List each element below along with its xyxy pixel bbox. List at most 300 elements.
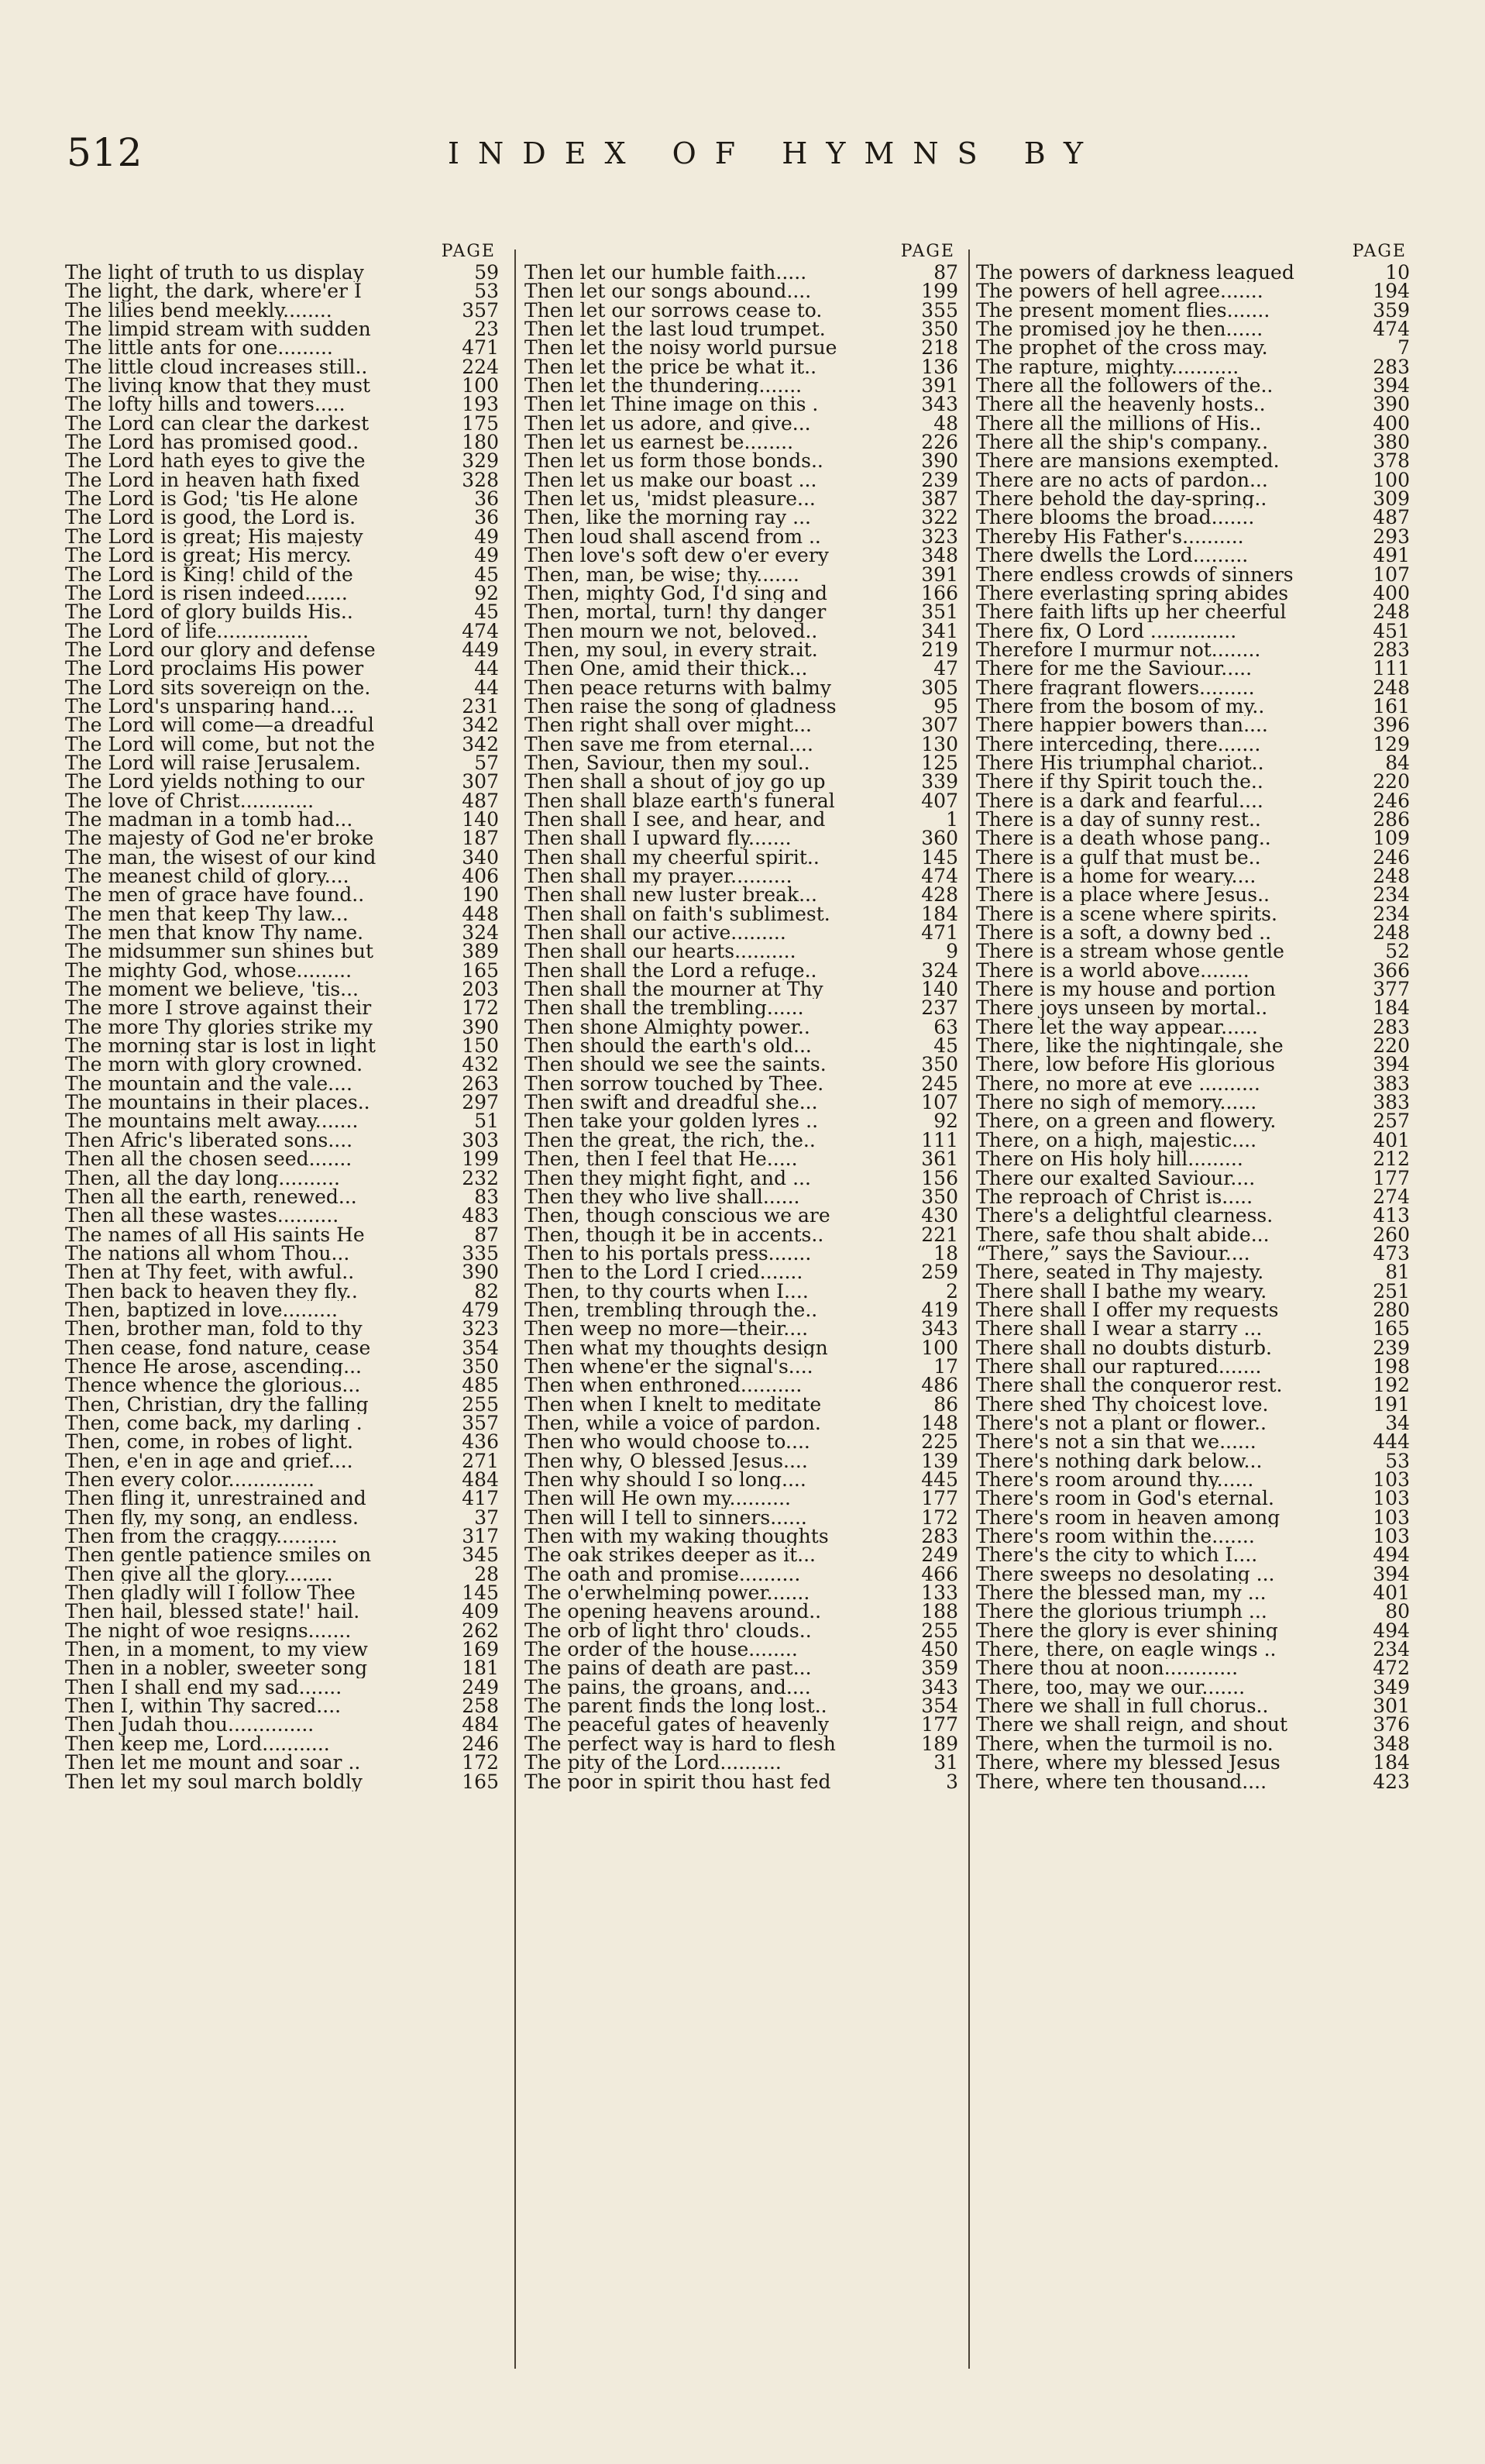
first-line-text: There is a stream whose gentle bbox=[976, 942, 1284, 962]
page-ref: 111 bbox=[1373, 659, 1410, 679]
first-line-text: There shall no doubts disturb. bbox=[976, 1338, 1272, 1358]
page-ref: 80 bbox=[1385, 1602, 1410, 1622]
first-line-text: There, when the turmoil is no. bbox=[976, 1734, 1274, 1754]
index-entry bbox=[65, 1773, 499, 1791]
page-ref: 430 bbox=[921, 1206, 958, 1226]
first-line-text: Then right shall over might... bbox=[524, 716, 812, 735]
first-line-text: Then sorrow touched by Thee. bbox=[524, 1074, 824, 1094]
page-ref: 219 bbox=[921, 640, 958, 660]
index-entry bbox=[976, 679, 1410, 697]
index-entry bbox=[976, 641, 1410, 659]
first-line-text: Then who would choose to.... bbox=[524, 1433, 810, 1452]
page-ref: 423 bbox=[1373, 1772, 1410, 1791]
page-ref: 129 bbox=[1373, 735, 1410, 754]
index-entry bbox=[976, 980, 1410, 999]
page-ref: 378 bbox=[1373, 452, 1410, 471]
first-line-text: Then why, O blessed Jesus.... bbox=[524, 1451, 808, 1471]
first-line-text: There is a place where Jesus.. bbox=[976, 886, 1270, 905]
page-ref: 274 bbox=[1373, 1187, 1410, 1207]
page-ref: 175 bbox=[462, 414, 499, 434]
index-entry bbox=[524, 566, 958, 584]
page-ref: 180 bbox=[462, 433, 499, 453]
page-ref: 31 bbox=[933, 1753, 958, 1773]
first-line-text: Then, baptized in love......... bbox=[65, 1300, 338, 1320]
page-ref: 172 bbox=[462, 999, 499, 1018]
page-ref: 198 bbox=[1373, 1357, 1410, 1377]
index-entry bbox=[524, 1395, 958, 1414]
page-ref: 451 bbox=[1373, 621, 1410, 641]
first-line-text: Then shall the Lord a refuge.. bbox=[524, 961, 817, 981]
first-line-text: There for me the Saviour..... bbox=[976, 659, 1253, 679]
index-entry bbox=[524, 1206, 958, 1225]
index-entry bbox=[524, 320, 958, 339]
first-line-text: Then, in a moment, to my view bbox=[65, 1640, 368, 1660]
first-line-text: The little cloud increases still.. bbox=[65, 357, 368, 377]
index-entry bbox=[976, 754, 1410, 773]
page-ref: 234 bbox=[1373, 886, 1410, 905]
page-ref: 2 bbox=[946, 1282, 958, 1301]
first-line-text: The Lord of life............... bbox=[65, 621, 309, 641]
first-line-text: The men that keep Thy law... bbox=[65, 904, 349, 924]
first-line-text: The prophet of the cross may. bbox=[976, 339, 1268, 358]
first-line-text: There the blessed man, my ... bbox=[976, 1584, 1267, 1603]
index-entry bbox=[65, 566, 499, 584]
first-line-text: Then shall my prayer.......... bbox=[524, 867, 792, 886]
index-entry bbox=[976, 1226, 1410, 1244]
first-line-text: The reproach of Christ is..... bbox=[976, 1187, 1253, 1207]
first-line-text: Then let me mount and soar .. bbox=[65, 1753, 361, 1773]
first-line-text: Then shall the mourner at Thy bbox=[524, 980, 823, 1000]
first-line-text: There, seated in Thy majesty. bbox=[976, 1263, 1264, 1282]
index-entry bbox=[524, 339, 958, 357]
index-entry bbox=[524, 1263, 958, 1282]
first-line-text: There shall I bathe my weary. bbox=[976, 1282, 1267, 1301]
first-line-text: The Lord will raise Jerusalem. bbox=[65, 753, 361, 773]
page-ref: 87 bbox=[933, 263, 958, 283]
first-line-text: The names of all His saints He bbox=[65, 1225, 365, 1244]
first-line-text: Then, mighty God, I'd sing and bbox=[524, 583, 827, 604]
page-ref: 391 bbox=[921, 377, 958, 396]
first-line-text: There all the heavenly hosts.. bbox=[976, 395, 1266, 415]
page-ref: 400 bbox=[1373, 414, 1410, 434]
entry-list bbox=[65, 263, 499, 1791]
page-ref: 354 bbox=[462, 1338, 499, 1358]
page-ref: 84 bbox=[1385, 753, 1410, 773]
first-line-text: The Lord our glory and defense bbox=[65, 640, 376, 660]
index-entry bbox=[524, 716, 958, 735]
page-ref: 436 bbox=[462, 1433, 499, 1452]
first-line-text: The powers of hell agree....... bbox=[976, 282, 1263, 301]
index-entry bbox=[524, 1226, 958, 1244]
page-ref: 258 bbox=[462, 1697, 499, 1716]
first-line-text: There all the followers of the.. bbox=[976, 377, 1274, 396]
page-ref: 350 bbox=[921, 1187, 958, 1207]
index-entry bbox=[524, 980, 958, 999]
index-entry bbox=[524, 1433, 958, 1451]
index-entry bbox=[65, 1282, 499, 1301]
first-line-text: The oath and promise.......... bbox=[524, 1564, 801, 1585]
page-ref: 249 bbox=[462, 1678, 499, 1698]
first-line-text: There, on a high, majestic.... bbox=[976, 1130, 1257, 1151]
index-entry bbox=[524, 1584, 958, 1602]
index-entry bbox=[524, 1509, 958, 1527]
first-line-text: There, where my blessed Jesus bbox=[976, 1753, 1280, 1773]
page-ref: 87 bbox=[474, 1225, 499, 1244]
page-ref: 391 bbox=[921, 565, 958, 584]
first-line-text: Then all the earth, renewed... bbox=[65, 1187, 357, 1207]
page-ref: 466 bbox=[921, 1564, 958, 1585]
index-entry bbox=[976, 1489, 1410, 1508]
first-line-text: Then, mortal, turn! thy danger bbox=[524, 603, 827, 622]
page-ref: 394 bbox=[1373, 1055, 1410, 1075]
page-ref: 401 bbox=[1373, 1130, 1410, 1151]
first-line-text: There on His holy hill......... bbox=[976, 1150, 1243, 1169]
page-ref: 479 bbox=[462, 1300, 499, 1320]
page-ref: 109 bbox=[1373, 829, 1410, 848]
index-entry bbox=[976, 508, 1410, 527]
first-line-text: Then, while a voice of pardon. bbox=[524, 1413, 821, 1433]
first-line-text: Then take your golden lyres .. bbox=[524, 1112, 819, 1131]
page-ref: 49 bbox=[474, 546, 499, 566]
page-ref: 57 bbox=[474, 753, 499, 773]
index-entry bbox=[524, 377, 958, 395]
first-line-text: There endless crowds of sinners bbox=[976, 565, 1294, 584]
page-ref: 255 bbox=[921, 1621, 958, 1641]
first-line-text: The promised joy he then...... bbox=[976, 320, 1263, 339]
first-line-text: Then let us form those bonds.. bbox=[524, 452, 823, 471]
first-line-text: The Lord is risen indeed....... bbox=[65, 583, 348, 604]
page-ref: 303 bbox=[462, 1130, 499, 1151]
page-ref: 283 bbox=[921, 1527, 958, 1547]
index-entry bbox=[524, 962, 958, 980]
first-line-text: The Lord's unsparing hand.... bbox=[65, 697, 355, 717]
page-ref: 361 bbox=[921, 1150, 958, 1169]
first-line-text: The present moment flies....... bbox=[976, 301, 1270, 321]
page-ref: 184 bbox=[921, 904, 958, 924]
page-ref: 100 bbox=[462, 377, 499, 396]
first-line-text: There's room within the....... bbox=[976, 1527, 1255, 1547]
first-line-text: There, low before His glorious bbox=[976, 1055, 1275, 1075]
first-line-text: Then fly, my song, an endless. bbox=[65, 1508, 359, 1528]
first-line-text: There if thy Spirit touch the.. bbox=[976, 773, 1263, 792]
page-ref: 10 bbox=[1385, 263, 1410, 283]
index-entry bbox=[524, 433, 958, 452]
first-line-text: Then I shall end my sad....... bbox=[65, 1678, 342, 1698]
first-line-text: Then, Saviour, then my soul.. bbox=[524, 753, 810, 773]
first-line-text: There is a death whose pang.. bbox=[976, 829, 1271, 848]
page-ref: 428 bbox=[921, 886, 958, 905]
page-ref: 239 bbox=[1373, 1338, 1410, 1358]
first-line-text: There no sigh of memory...... bbox=[976, 1093, 1257, 1113]
first-line-text: Then hail, blessed state!' hail. bbox=[65, 1602, 360, 1622]
first-line-text: Then from the craggy.......... bbox=[65, 1527, 338, 1547]
page-ref: 53 bbox=[1385, 1451, 1410, 1471]
page-ref: 156 bbox=[921, 1168, 958, 1188]
first-line-text: Then fling it, unrestrained and bbox=[65, 1489, 366, 1509]
first-line-text: Then in a nobler, sweeter song bbox=[65, 1659, 368, 1678]
first-line-text: There, no more at eve .......... bbox=[976, 1074, 1260, 1094]
index-entry bbox=[65, 792, 499, 810]
page-ref: 111 bbox=[921, 1130, 958, 1151]
first-line-text: Thereby His Father's.......... bbox=[976, 527, 1244, 547]
first-line-text: There we shall in full chorus.. bbox=[976, 1697, 1269, 1716]
first-line-text: Then at Thy feet, with awful.. bbox=[65, 1263, 355, 1282]
page-ref: 293 bbox=[1373, 527, 1410, 547]
page-ref: 248 bbox=[1373, 603, 1410, 622]
index-entry bbox=[65, 508, 499, 527]
first-line-text: Then, like the morning ray ... bbox=[524, 508, 811, 528]
first-line-text: Then should the earth's old... bbox=[524, 1037, 812, 1056]
index-entry bbox=[65, 716, 499, 735]
first-line-text: There shed Thy choicest love. bbox=[976, 1395, 1269, 1414]
first-line-text: Then shall on faith's sublimest. bbox=[524, 904, 830, 924]
first-line-text: Then give all the glory........ bbox=[65, 1564, 333, 1585]
index-entry bbox=[976, 546, 1410, 565]
first-line-text: The peaceful gates of heavenly bbox=[524, 1716, 830, 1735]
index-entry bbox=[65, 452, 499, 470]
page-ref: 474 bbox=[1373, 320, 1410, 339]
first-line-text: Then let the noisy world pursue bbox=[524, 339, 837, 358]
entry-list bbox=[976, 263, 1410, 1791]
first-line-text: There's not a plant or flower.. bbox=[976, 1413, 1267, 1433]
page-ref: 377 bbox=[1373, 980, 1410, 1000]
first-line-text: There are mansions exempted. bbox=[976, 452, 1280, 471]
index-entry bbox=[524, 1112, 958, 1130]
page-ref: 345 bbox=[462, 1546, 499, 1565]
page-ref: 194 bbox=[1373, 282, 1410, 301]
first-line-text: Then, man, be wise; thy....... bbox=[524, 565, 799, 584]
first-line-text: The more Thy glories strike my bbox=[65, 1017, 373, 1038]
index-entry bbox=[976, 301, 1410, 320]
page-ref: 234 bbox=[1373, 904, 1410, 924]
first-line-text: There, on a green and flowery. bbox=[976, 1112, 1277, 1131]
first-line-text: Then shall blaze earth's funeral bbox=[524, 791, 835, 810]
first-line-text: The night of woe resigns....... bbox=[65, 1621, 352, 1641]
first-line-text: The man, the wisest of our kind bbox=[65, 848, 376, 867]
page-ref: 383 bbox=[1373, 1074, 1410, 1094]
first-line-text: The opening heavens around.. bbox=[524, 1602, 822, 1622]
first-line-text: Then save me from eternal.... bbox=[524, 735, 813, 754]
index-entry bbox=[65, 1263, 499, 1282]
index-entry bbox=[524, 1169, 958, 1188]
page-column-label: PAGE bbox=[441, 242, 496, 261]
index-entry bbox=[65, 1131, 499, 1150]
page-ref: 255 bbox=[462, 1395, 499, 1414]
index-entry bbox=[976, 1188, 1410, 1206]
first-line-text: There, safe thou shalt abide... bbox=[976, 1225, 1270, 1244]
page-ref: 340 bbox=[462, 848, 499, 867]
index-entry bbox=[65, 1622, 499, 1640]
page-ref: 335 bbox=[462, 1244, 499, 1264]
first-line-text: Then to his portals press....... bbox=[524, 1244, 812, 1264]
first-line-text: The Lord sits sovereign on the. bbox=[65, 678, 371, 697]
first-line-text: Then Afric's liberated sons.... bbox=[65, 1130, 353, 1151]
index-entry bbox=[65, 1527, 499, 1546]
index-entry bbox=[65, 1753, 499, 1772]
page-ref: 44 bbox=[474, 659, 499, 679]
index-column-3 bbox=[976, 240, 1410, 1791]
page-ref: 349 bbox=[1373, 1678, 1410, 1698]
index-entry bbox=[976, 1244, 1410, 1263]
page-ref: 383 bbox=[1373, 1093, 1410, 1113]
page-ref: 387 bbox=[921, 490, 958, 509]
first-line-text: There's room in God's eternal. bbox=[976, 1489, 1274, 1509]
index-entry bbox=[976, 339, 1410, 357]
page-ref: 341 bbox=[921, 621, 958, 641]
first-line-text: There shall the conqueror rest. bbox=[976, 1376, 1283, 1395]
index-entry bbox=[976, 1055, 1410, 1074]
page-ref: 1 bbox=[946, 810, 958, 830]
index-entry bbox=[976, 1584, 1410, 1602]
first-line-text: Then to the Lord I cried....... bbox=[524, 1263, 803, 1282]
index-entry bbox=[65, 1697, 499, 1716]
first-line-text: Then let my soul march boldly bbox=[65, 1772, 363, 1791]
page-ref: 248 bbox=[1373, 924, 1410, 943]
index-entry bbox=[524, 1075, 958, 1093]
page-ref: 45 bbox=[474, 603, 499, 622]
page-ref: 485 bbox=[462, 1376, 499, 1395]
first-line-text: The morn with glory crowned. bbox=[65, 1055, 363, 1075]
page-ref: 350 bbox=[921, 320, 958, 339]
first-line-text: There happier bowers than.... bbox=[976, 716, 1268, 735]
first-line-text: The Lord will come, but not the bbox=[65, 735, 376, 754]
index-entry bbox=[976, 1282, 1410, 1301]
page-ref: 401 bbox=[1373, 1584, 1410, 1603]
page-ref: 136 bbox=[921, 357, 958, 377]
page-ref: 351 bbox=[921, 603, 958, 622]
first-line-text: There interceding, there....... bbox=[976, 735, 1261, 754]
index-entry bbox=[976, 1546, 1410, 1564]
index-entry bbox=[976, 905, 1410, 924]
first-line-text: Then they who live shall...... bbox=[524, 1187, 800, 1207]
page-ref: 237 bbox=[921, 999, 958, 1018]
page-ref: 23 bbox=[474, 320, 499, 339]
first-line-text: There's nothing dark below... bbox=[976, 1451, 1263, 1471]
first-line-text: Then when I knelt to meditate bbox=[524, 1395, 822, 1414]
first-line-text: The Lord is good, the Lord is. bbox=[65, 508, 356, 528]
index-entry bbox=[65, 603, 499, 621]
first-line-text: The mountains melt away....... bbox=[65, 1112, 359, 1131]
page-ref: 48 bbox=[933, 414, 958, 434]
first-line-text: Then swift and dreadful she... bbox=[524, 1093, 818, 1113]
page-ref: 165 bbox=[1373, 1320, 1410, 1339]
column-divider bbox=[968, 249, 970, 2369]
first-line-text: Then let us earnest be........ bbox=[524, 433, 794, 453]
first-line-text: Then let Thine image on this . bbox=[524, 395, 819, 415]
page-ref: 125 bbox=[921, 753, 958, 773]
page-ref: 193 bbox=[462, 395, 499, 415]
page-ref: 487 bbox=[1373, 508, 1410, 528]
first-line-text: There behold the day-spring.. bbox=[976, 490, 1267, 509]
index-entry bbox=[65, 829, 499, 848]
first-line-text: The mighty God, whose......... bbox=[65, 961, 352, 981]
index-entry bbox=[524, 1452, 958, 1471]
page-ref: 413 bbox=[1373, 1206, 1410, 1226]
index-column-1 bbox=[65, 240, 499, 1791]
first-line-text: Then, my soul, in every strait. bbox=[524, 640, 818, 660]
index-entry bbox=[524, 1471, 958, 1489]
first-line-text: Then all the chosen seed....... bbox=[65, 1150, 352, 1169]
index-entry bbox=[524, 1131, 958, 1150]
page-ref: 3 bbox=[946, 1772, 958, 1791]
first-line-text: Then they might fight, and ... bbox=[524, 1168, 811, 1188]
first-line-text: There is a gulf that must be.. bbox=[976, 848, 1261, 867]
index-entry bbox=[65, 641, 499, 659]
page-ref: 34 bbox=[1385, 1413, 1410, 1433]
page-ref: 51 bbox=[474, 1112, 499, 1131]
page-ref: 224 bbox=[462, 357, 499, 377]
page-column-label: PAGE bbox=[900, 242, 955, 261]
page-ref: 187 bbox=[462, 829, 499, 848]
first-line-text: “There,” says the Saviour.... bbox=[976, 1244, 1250, 1264]
page-ref: 220 bbox=[1373, 773, 1410, 792]
first-line-text: There thou at noon............ bbox=[976, 1659, 1239, 1678]
index-entry bbox=[976, 1735, 1410, 1753]
first-line-text: There fix, O Lord .............. bbox=[976, 621, 1237, 641]
page-ref: 45 bbox=[933, 1037, 958, 1056]
index-entry bbox=[65, 1471, 499, 1489]
first-line-text: Then shall our active......... bbox=[524, 924, 786, 943]
index-entry bbox=[65, 754, 499, 773]
index-entry bbox=[976, 320, 1410, 339]
index-entry bbox=[65, 282, 499, 301]
page-ref: 322 bbox=[921, 508, 958, 528]
index-entry bbox=[976, 1716, 1410, 1734]
page-ref: 366 bbox=[1373, 961, 1410, 981]
index-entry bbox=[65, 999, 499, 1017]
page-ref: 103 bbox=[1373, 1508, 1410, 1528]
index-entry bbox=[976, 962, 1410, 980]
first-line-text: Then back to heaven they fly.. bbox=[65, 1282, 358, 1301]
index-entry bbox=[524, 1602, 958, 1621]
first-line-text: Then, Christian, dry the falling bbox=[65, 1395, 369, 1414]
first-line-text: The little ants for one......... bbox=[65, 339, 333, 358]
index-entry bbox=[65, 1037, 499, 1055]
index-entry bbox=[65, 1489, 499, 1508]
index-column-2 bbox=[524, 240, 958, 1791]
page-ref: 220 bbox=[1373, 1037, 1410, 1056]
first-line-text: Then, come back, my darling . bbox=[65, 1413, 363, 1433]
first-line-text: There His triumphal chariot.. bbox=[976, 753, 1264, 773]
first-line-text: Then shall my cheerful spirit.. bbox=[524, 848, 820, 867]
index-entry bbox=[65, 1018, 499, 1037]
index-entry bbox=[524, 452, 958, 470]
index-entry bbox=[65, 848, 499, 867]
page-ref: 246 bbox=[1373, 848, 1410, 867]
page-ref: 448 bbox=[462, 904, 499, 924]
page-ref: 234 bbox=[1373, 1640, 1410, 1660]
first-line-text: Then let our songs abound.... bbox=[524, 282, 812, 301]
first-line-text: There, too, may we our....... bbox=[976, 1678, 1246, 1698]
index-entry bbox=[524, 829, 958, 848]
index-entry bbox=[65, 1206, 499, 1225]
page-ref: 92 bbox=[474, 583, 499, 604]
page-ref: 37 bbox=[474, 1508, 499, 1528]
index-entry bbox=[976, 1018, 1410, 1037]
index-entry bbox=[65, 1055, 499, 1074]
page-ref: 249 bbox=[921, 1546, 958, 1565]
index-entry bbox=[976, 1697, 1410, 1716]
first-line-text: Then, though it be in accents.. bbox=[524, 1225, 824, 1244]
first-line-text: The lofty hills and towers..... bbox=[65, 395, 345, 415]
page-ref: 283 bbox=[1373, 1017, 1410, 1038]
index-entry bbox=[976, 1263, 1410, 1282]
index-entry bbox=[524, 1773, 958, 1791]
first-line-text: Then should we see the saints. bbox=[524, 1055, 827, 1075]
first-line-text: There sweeps no desolating ... bbox=[976, 1564, 1275, 1585]
page-ref: 148 bbox=[921, 1413, 958, 1433]
page-ref: 301 bbox=[1373, 1697, 1410, 1716]
